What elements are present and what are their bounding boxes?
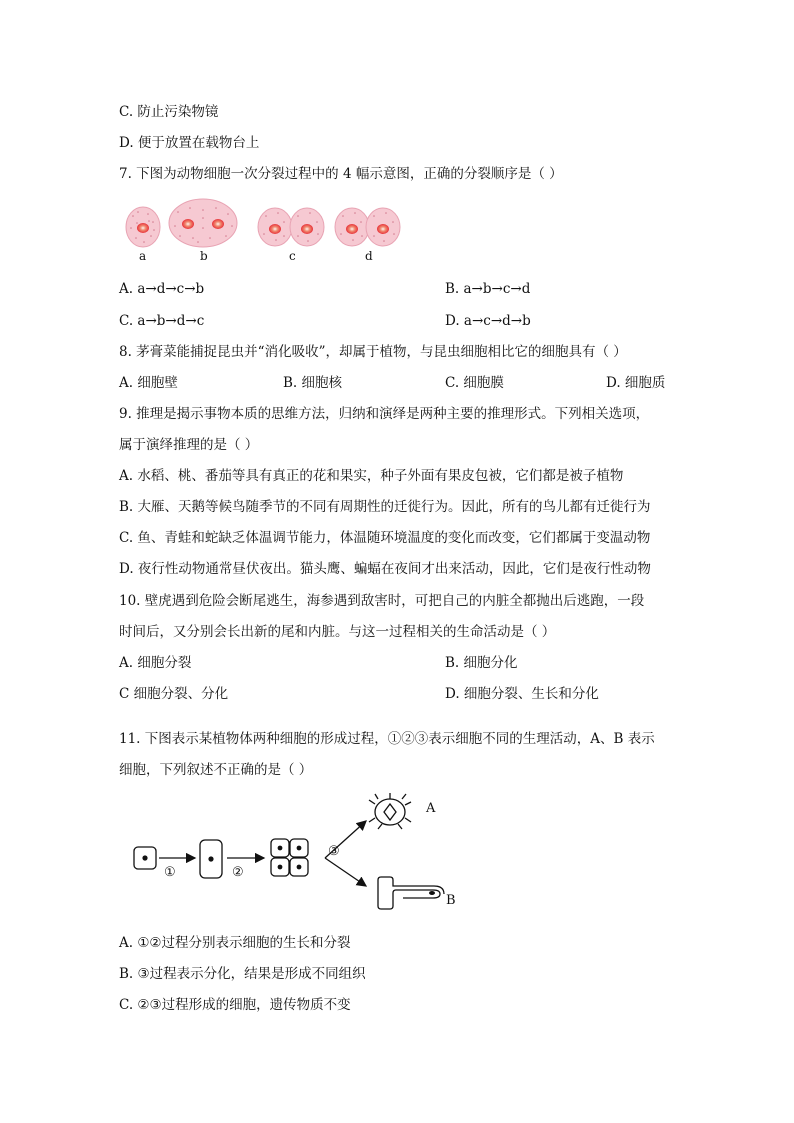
cell-a-icon [369,793,411,829]
q9-option-a: A. 水稻、桃、番茄等具有真正的花和果实，种子外面有果皮包被，它们都是被子植物 [119,468,624,484]
cell-b-icon [169,199,237,247]
q11-option-c: C. ②③过程形成的细胞，遗传物质不变 [119,997,351,1013]
q7-option-a: A. a→d→c→b [119,281,205,297]
q9-option-c: C. 鱼、青蛙和蛇缺乏体温调节能力，体温随环境温度的变化而改变，它们都属于变温动物 [119,530,651,546]
q7-stem: 7. 下图为动物细胞一次分裂过程中的 4 幅示意图，正确的分裂顺序是（ ） [119,166,563,182]
cell-d-icon [335,208,400,246]
q11-option-a: A. ①②过程分别表示细胞的生长和分裂 [119,935,351,951]
q6-option-c: C. 防止污染物镜 [119,104,219,120]
q9-option-d: D. 夜行性动物通常昼伏夜出。猫头鹰、蝙蝠在夜间才出来活动，因此，它们是夜行性动物 [119,561,651,577]
q11-stem-line1: 11. 下图表示某植物体两种细胞的形成过程，①②③表示细胞不同的生理活动，A、B 表示 [119,731,655,747]
q11-option-b: B. ③过程表示分化，结果是形成不同组织 [119,966,366,982]
q10-stem-line2: 时间后，又分别会长出新的尾和内脏。与这一过程相关的生命活动是（ ） [119,624,556,640]
q8-option-b: B. 细胞核 [283,375,343,391]
q7-label-b: b [200,249,208,263]
q8-option-d: D. 细胞质 [606,375,666,391]
q11-cell-b-label: B [446,893,456,908]
q7-label-c: c [289,249,296,263]
q10-option-d: D. 细胞分裂、生长和分化 [445,686,599,702]
q10-option-b: B. 细胞分化 [445,655,518,671]
q8-stem: 8. 茅膏菜能捕捉昆虫并“消化吸收”，却属于植物，与昆虫细胞相比它的细胞具有（ ） [119,344,627,360]
q9-option-b: B. 大雁、天鹅等候鸟随季节的不同有周期性的迁徙行为。因此，所有的鸟儿都有迁徙行为 [119,499,651,515]
q11-step2-label: ② [232,865,244,880]
q11-cell-formation-figure [128,790,468,920]
cell-c-icon [258,208,324,246]
q6-option-d: D. 便于放置在载物台上 [119,135,260,151]
q10-option-c: C 细胞分裂、分化 [119,686,229,702]
cell-a-icon [126,207,160,247]
q11-step3-label: ③ [328,844,340,859]
q9-stem-line2: 属于演绎推理的是（ ） [119,437,259,453]
q11-cell-a-label: A [426,801,436,816]
q10-stem-line1: 10. 壁虎遇到危险会断尾逃生，海参遇到敌害时，可把自己的内脏全都抛出后逃跑，一段 [119,593,645,609]
q8-option-c: C. 细胞膜 [445,375,504,391]
q7-option-c: C. a→b→d→c [119,313,205,329]
q7-label-d: d [365,249,373,263]
q9-stem-line1: 9. 推理是揭示事物本质的思维方法，归纳和演绎是两种主要的推理形式。下列相关选项， [119,406,650,422]
q7-cell-division-figure [118,198,418,268]
divided-cells-icon [271,839,308,876]
q7-option-b: B. a→b→c→d [445,281,531,297]
q11-stem-line2: 细胞，下列叙述不正确的是（ ） [119,762,313,778]
q8-option-a: A. 细胞壁 [119,375,178,391]
q10-option-a: A. 细胞分裂 [119,655,192,671]
q11-step1-label: ① [164,865,176,880]
q7-option-d: D. a→c→d→b [445,313,531,329]
q7-label-a: a [139,249,147,263]
